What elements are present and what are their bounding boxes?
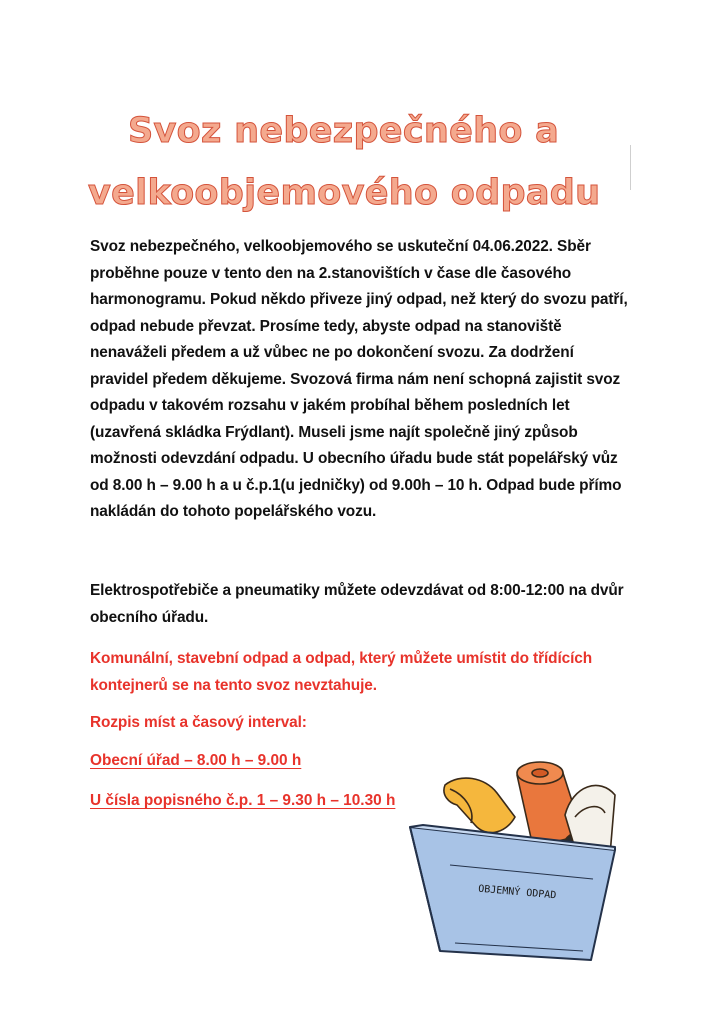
scan-mark	[630, 145, 631, 190]
schedule-item-house-1: U čísla popisného č.p. 1 – 9.30 h – 10.30 h	[90, 792, 396, 809]
page-title	[88, 100, 688, 224]
title-line-1: Svoz nebezpečného a	[128, 111, 560, 151]
title-line-2: velkoobjemového odpadu	[88, 173, 601, 213]
intro-paragraph: Svoz nebezpečného, velkoobjemového se uskuteční 04.06.2022. Sběr proběhne pouze v tento den na 2.stanovištích v čase dle časového harmonogramu. Pokud někdo přiveze jiný odpad, než který do svozu patří, odpad nebude převzat. Prosíme tedy, abyste odpad na stanoviště nenaváželi předem a už vůbec ne po dokončení svozu. Za dodržení pravidel předem děkujeme. Svozová firma nám není schopná zajistit svoz odpadu v takovém rozsahu v jakém probíhal během posledních let (uzavřená skládka Frýdlant). Museli jsme najít společně jiný způsob možnosti odevzdání odpadu. U obecního úřadu bude stát popelářský vůz od 8.00 h – 9.00 h a u č.p.1(u jedničky) od 9.00h – 10 h. Odpad bude přímo nakládán do tohoto popelářského vozu.	[90, 238, 628, 520]
schedule-item-office: Obecní úřad – 8.00 h – 9.00 h	[90, 752, 302, 769]
box-label: OBJEMNÝ ODPAD	[477, 883, 557, 902]
electronics-paragraph: Elektrospotřebiče a pneumatiky můžete odevzdávat od 8:00-12:00 na dvůr obecního úřadu.	[90, 582, 624, 626]
bulky-waste-box-icon	[405, 755, 620, 970]
excluded-waste-notice: Komunální, stavební odpad a odpad, který můžete umístit do třídících kontejnerů se na tento svoz nevztahuje.	[90, 650, 593, 694]
schedule-heading: Rozpis míst a časový interval:	[90, 714, 307, 731]
